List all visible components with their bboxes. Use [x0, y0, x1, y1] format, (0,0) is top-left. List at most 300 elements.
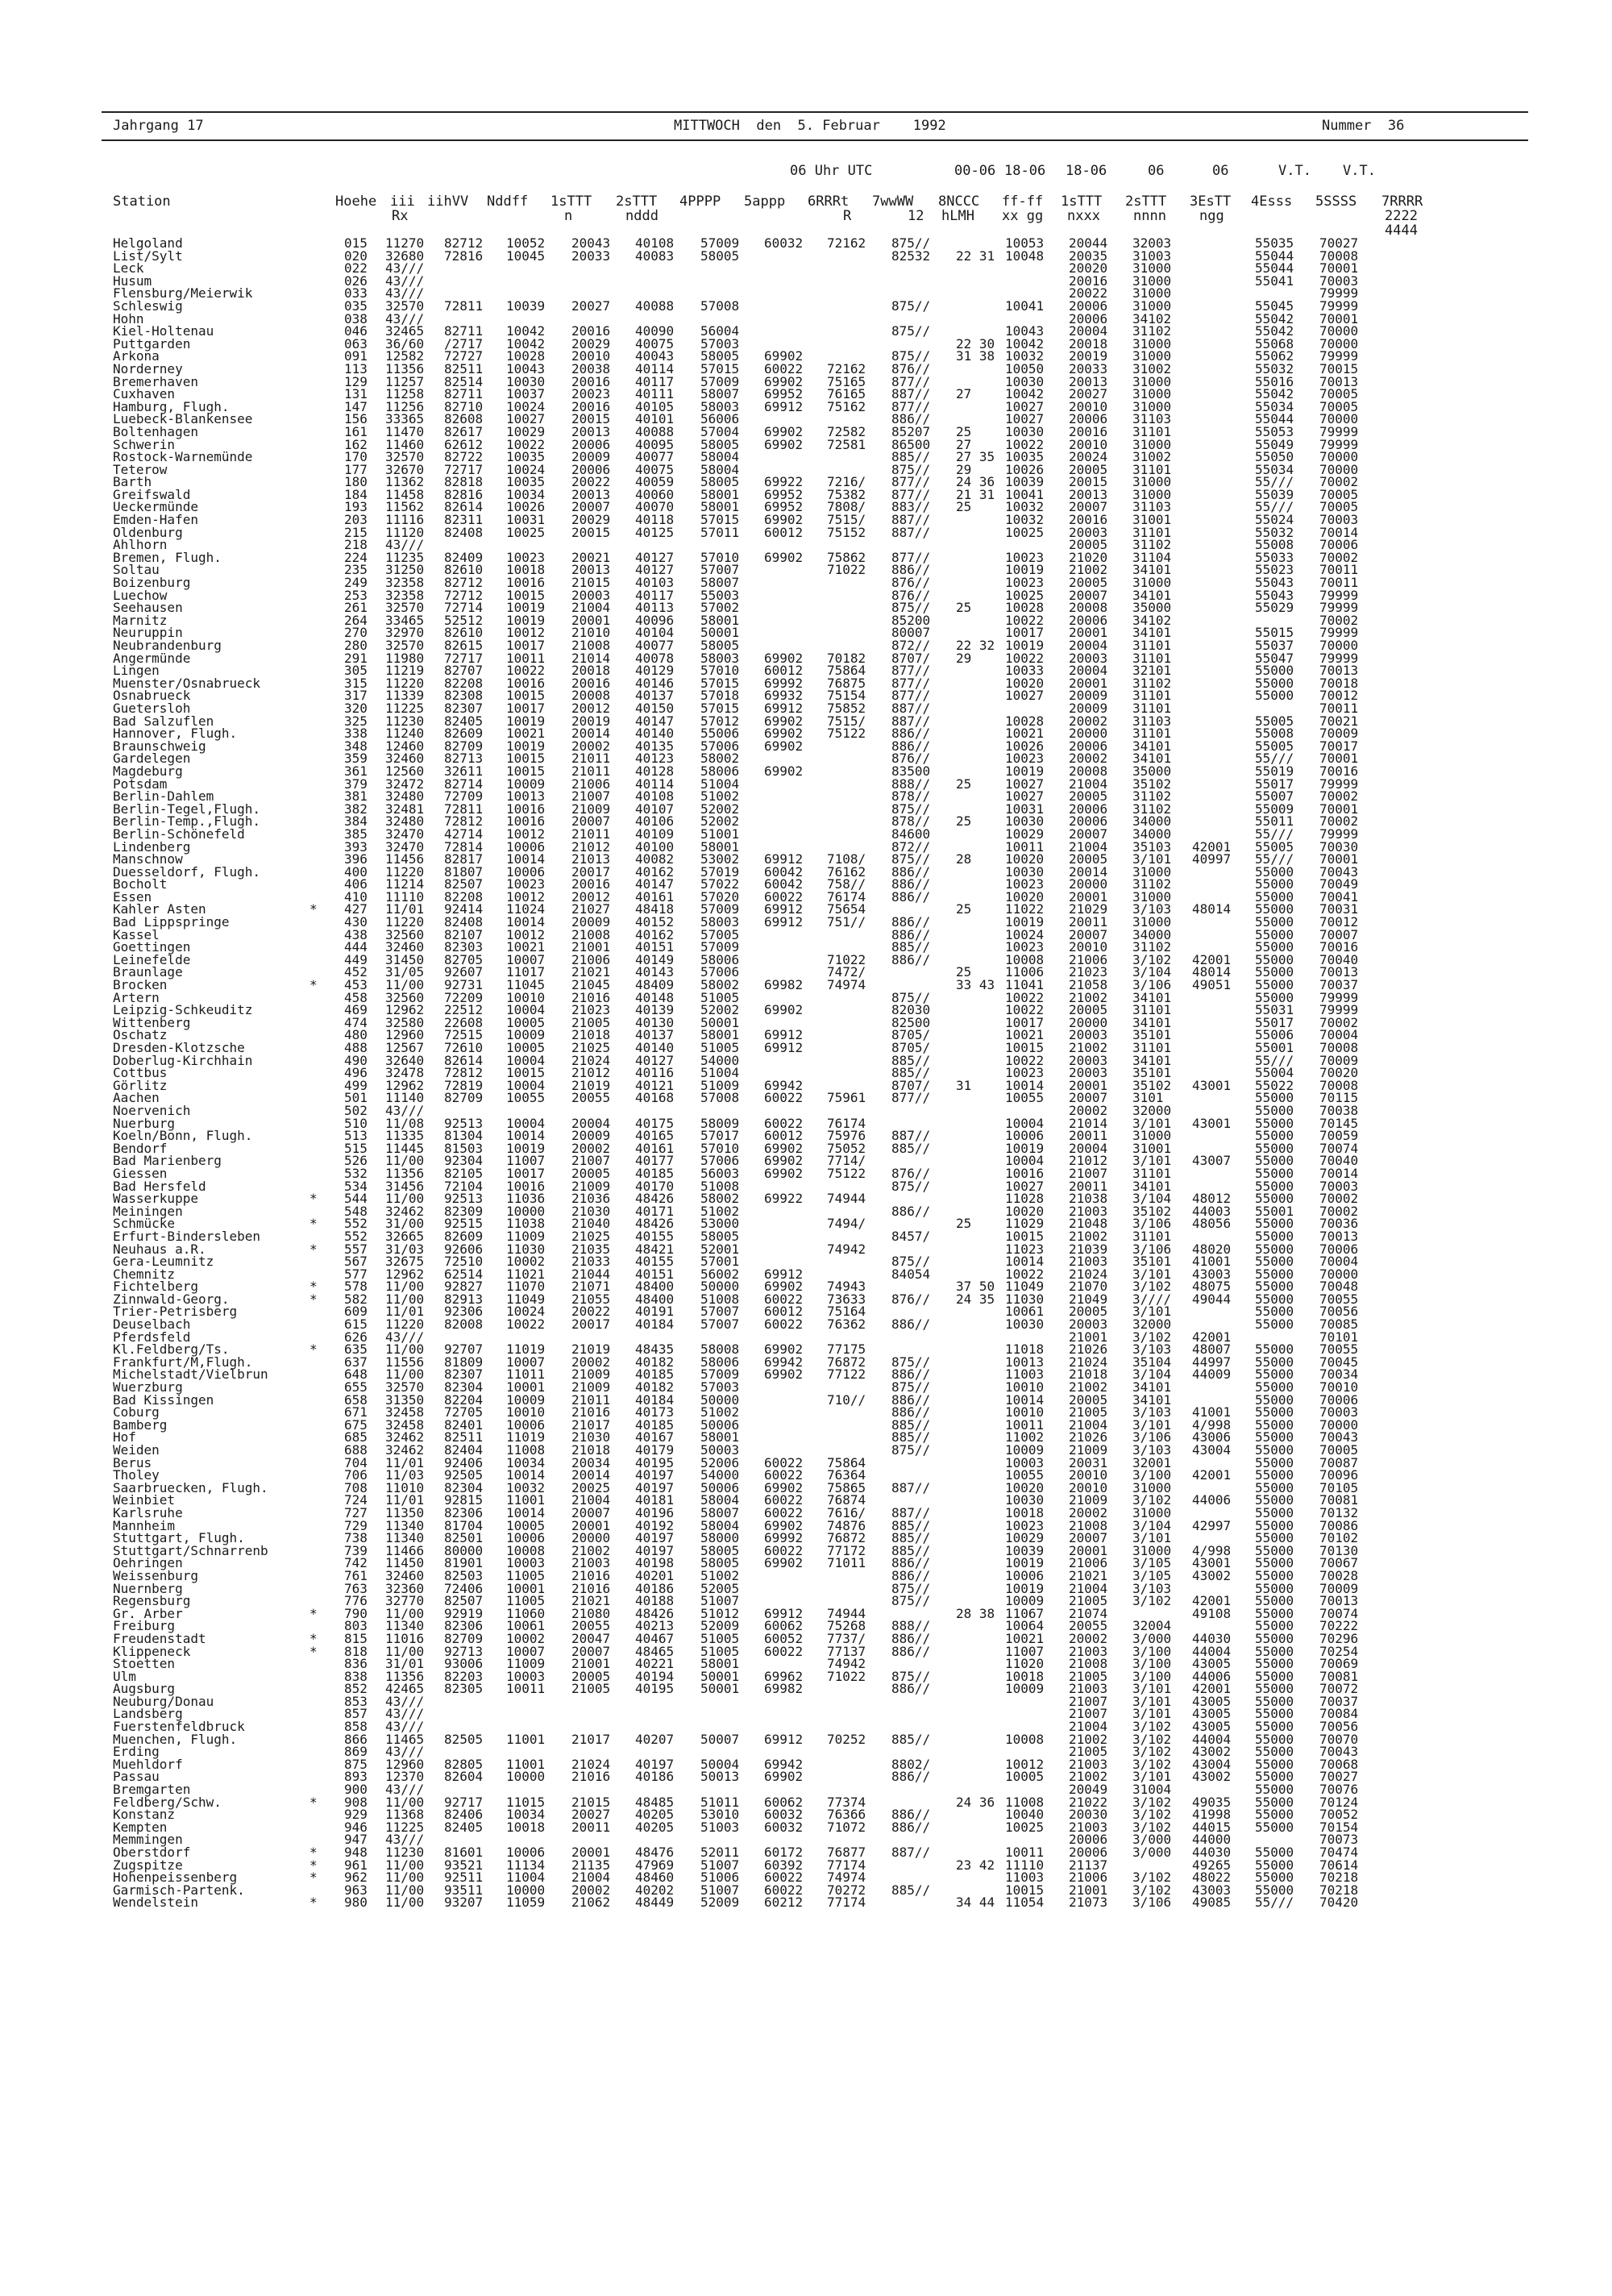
group-2sttt-min: 21004 [1069, 838, 1108, 855]
group-2sttt-min: 21048 [1069, 1216, 1108, 1232]
group-2sttt-min: 21023 [1069, 964, 1108, 980]
group-7rrrr: 70003 [1319, 512, 1359, 528]
group-1sttt: 10019 [506, 612, 546, 628]
group-2sttt-min: 20000 [1069, 876, 1108, 892]
group-5ssss: 55062 [1255, 348, 1294, 364]
group-2sttt: 21044 [571, 1266, 611, 1282]
group-iihvv: 11220 [385, 863, 425, 880]
group-6rrrt: 69992 [764, 675, 804, 691]
group-1sttt: 11021 [506, 1266, 546, 1282]
group-8nccc: 875// [891, 1379, 931, 1395]
group-6rrrt: 60022 [764, 1467, 804, 1483]
group-7rrrr: 70001 [1319, 260, 1359, 277]
station-id: 458 [344, 989, 368, 1005]
group-4pppp: 40185 [635, 1416, 675, 1433]
group-4pppp: 40185 [635, 1366, 675, 1383]
group-1sttt-max: 10008 [1005, 1731, 1045, 1747]
group-4pppp: 40117 [635, 587, 675, 603]
group-1sttt-max: 10030 [1005, 373, 1045, 389]
group-iihvv: 11/00 [385, 1895, 425, 1911]
group-5ssss: 55000 [1255, 1128, 1294, 1144]
group-5ssss: 55017 [1255, 776, 1294, 792]
group-1sttt-max: 10055 [1005, 1090, 1045, 1106]
group-8nccc: 8705/ [891, 1027, 931, 1043]
group-1sttt: 11004 [506, 1870, 546, 1886]
group-8nccc: 80007 [891, 625, 931, 641]
group-3estt: 34000 [1132, 813, 1172, 830]
group-7rrrr: 70000 [1319, 638, 1359, 653]
group-iihvv: 11140 [385, 1090, 425, 1106]
group-2sttt-min: 21006 [1069, 1555, 1108, 1571]
group-8nccc: 875// [891, 851, 931, 867]
group-1sttt-max: 10021 [1005, 726, 1045, 742]
station-id: 026 [344, 272, 368, 289]
group-3estt: 31103 [1132, 411, 1172, 427]
group-7rrrr: 70016 [1319, 939, 1359, 955]
group-4pppp: 40129 [635, 663, 675, 679]
station-id: 671 [344, 1404, 368, 1420]
group-iihvv: 31/01 [385, 1656, 425, 1672]
group-iihvv: 11257 [385, 373, 425, 389]
group-nddff: 82713 [444, 751, 484, 767]
group-nddff: 82722 [444, 449, 484, 465]
group-7wwww: 74942 [827, 1656, 866, 1672]
group-ff-ff: 25 [956, 776, 972, 792]
group-iihvv: 11340 [385, 1517, 425, 1533]
group-iihvv: 32670 [385, 461, 425, 477]
group-6rrrt: 60022 [764, 888, 804, 905]
group-7rrrr: 70011 [1319, 700, 1359, 716]
group-nddff: 82105 [444, 1165, 484, 1181]
group-4pppp: 40184 [635, 1391, 675, 1408]
group-4esss: 43007 [1192, 1153, 1232, 1169]
group-iihvv: 32465 [385, 323, 425, 339]
group-6rrrt: 69902 [764, 713, 804, 729]
group-2sttt: 20013 [571, 486, 611, 502]
group-5ssss: 55000 [1255, 663, 1294, 679]
group-5ssss: 55022 [1255, 1077, 1294, 1093]
group-nddff: 82203 [444, 1668, 484, 1684]
group-6rrrt: 69902 [764, 1165, 804, 1181]
group-2sttt-min: 21058 [1069, 977, 1108, 993]
group-2sttt: 21018 [571, 1442, 611, 1458]
group-7rrrr: 70002 [1319, 1191, 1359, 1207]
station-name: Angermünde [113, 650, 191, 666]
group-nddff: 82405 [444, 1819, 484, 1835]
group-5appp: 58006 [700, 763, 740, 779]
group-2sttt-min: 21029 [1069, 901, 1108, 917]
group-nddff: 81601 [444, 1845, 484, 1860]
group-iihvv: 11/03 [385, 1467, 425, 1483]
group-4esss: 44006 [1192, 1668, 1232, 1684]
group-3estt: 31000 [1132, 272, 1172, 289]
station-name: Lingen [113, 663, 160, 679]
group-1sttt-max: 10028 [1005, 600, 1045, 616]
group-5appp: 57002 [700, 600, 740, 616]
group-5ssss: 55000 [1255, 1719, 1294, 1735]
group-4esss: 43002 [1192, 1567, 1232, 1583]
group-7wwww: 75654 [827, 901, 866, 917]
station-name: Fichtelberg [113, 1279, 198, 1295]
group-3estt: 31101 [1132, 726, 1172, 742]
group-7wwww: 70182 [827, 650, 866, 666]
group-8nccc: 875// [891, 600, 931, 616]
group-nddff: 82711 [444, 323, 484, 339]
group-nddff: 82507 [444, 876, 484, 892]
group-4pppp: 40070 [635, 499, 675, 515]
station-id: 852 [344, 1681, 368, 1697]
group-7rrrr: 79999 [1319, 600, 1359, 616]
group-1sttt-max: 10022 [1005, 650, 1045, 666]
group-5appp: 58005 [700, 436, 740, 452]
group-2sttt-min: 21005 [1069, 1668, 1108, 1684]
group-2sttt: 21011 [571, 763, 611, 779]
station-name: Norderney [113, 360, 183, 376]
group-2sttt-min: 21003 [1069, 1756, 1108, 1772]
group-4pppp: 40114 [635, 776, 675, 792]
station-id: 396 [344, 851, 368, 867]
group-iihvv: 11120 [385, 524, 425, 540]
group-5ssss: 55011 [1255, 813, 1294, 830]
group-4pppp: 40109 [635, 826, 675, 842]
group-7rrrr: 70003 [1319, 1404, 1359, 1420]
group-8nccc: 885// [891, 1140, 931, 1156]
group-4pppp: 40155 [635, 1228, 675, 1244]
group-2sttt-min: 20002 [1069, 1504, 1108, 1520]
group-8nccc: 885// [891, 1731, 931, 1747]
group-6rrrt: 69902 [764, 1555, 804, 1571]
group-5appp: 51005 [700, 989, 740, 1005]
group-4esss: 42001 [1192, 1329, 1232, 1345]
group-6rrrt: 69912 [764, 1605, 804, 1621]
station-name: Schmücke [113, 1216, 176, 1232]
group-2sttt-min: 21002 [1069, 562, 1108, 578]
group-nddff: 92505 [444, 1467, 484, 1483]
group-6rrrt: 69912 [764, 1040, 804, 1055]
mountain-marker: * [310, 977, 318, 993]
group-nddff: 82705 [444, 951, 484, 967]
group-5appp: 57011 [700, 524, 740, 540]
group-1sttt-max: 10019 [1005, 1580, 1045, 1596]
station-name: Frankfurt/M,Flugh. [113, 1354, 253, 1370]
group-4esss: 42001 [1192, 1467, 1232, 1483]
group-nddff: 22608 [444, 1014, 484, 1030]
group-7wwww: 72162 [827, 235, 866, 251]
station-name: Goettingen [113, 939, 191, 955]
group-nddff: 72811 [444, 297, 484, 314]
group-5appp: 58001 [700, 1027, 740, 1043]
group-iihvv: 11225 [385, 1819, 425, 1835]
group-3estt: 31103 [1132, 713, 1172, 729]
group-nddff: 82503 [444, 1567, 484, 1583]
group-1sttt: 11009 [506, 1656, 546, 1672]
group-7rrrr: 70021 [1319, 713, 1359, 729]
station-name: Mannheim [113, 1517, 176, 1533]
station-name: Doberlug-Kirchhain [113, 1052, 253, 1068]
col-head-06uhr: 06 Uhr UTC [790, 163, 873, 179]
group-iihvv: 12962 [385, 1077, 425, 1093]
station-id: 908 [344, 1794, 368, 1810]
group-1sttt-max: 10019 [1005, 914, 1045, 930]
group-1sttt: 10042 [506, 335, 546, 351]
group-4pppp: 48426 [635, 1216, 675, 1232]
group-4pppp: 40175 [635, 1115, 675, 1131]
group-5ssss: 55000 [1255, 1228, 1294, 1244]
station-name: Neuburg/Donau [113, 1693, 214, 1709]
group-iihvv: 32560 [385, 989, 425, 1005]
group-1sttt-max: 10017 [1005, 1014, 1045, 1030]
station-id: 875 [344, 1756, 368, 1772]
group-5appp: 58002 [700, 751, 740, 767]
group-5appp: 51004 [700, 1065, 740, 1081]
group-iihvv: 11214 [385, 876, 425, 892]
group-ff-ff: 24 36 [956, 474, 995, 490]
group-1sttt-max: 10020 [1005, 888, 1045, 905]
group-1sttt-max: 11022 [1005, 901, 1045, 917]
group-6rrrt: 69902 [764, 436, 804, 452]
group-7rrrr: 70000 [1319, 335, 1359, 351]
group-iihvv: 43/// [385, 1329, 425, 1345]
group-1sttt-max: 11006 [1005, 964, 1045, 980]
station-id: 626 [344, 1329, 368, 1345]
group-8nccc: 886// [891, 863, 931, 880]
group-5ssss: 55000 [1255, 1794, 1294, 1810]
group-8nccc: 85207 [891, 423, 931, 439]
group-1sttt: 10027 [506, 411, 546, 427]
station-name: Freiburg [113, 1618, 176, 1634]
group-1sttt: 10055 [506, 1090, 546, 1106]
group-1sttt: 11017 [506, 964, 546, 980]
station-id: 900 [344, 1782, 368, 1798]
station-id: 022 [344, 260, 368, 277]
group-nddff: 82608 [444, 411, 484, 427]
group-2sttt: 20002 [571, 738, 611, 754]
station-id: 658 [344, 1391, 368, 1408]
group-1sttt-max: 11054 [1005, 1895, 1045, 1911]
group-2sttt-min: 20031 [1069, 1454, 1108, 1470]
group-nddff: 82615 [444, 638, 484, 653]
station-id: 704 [344, 1454, 368, 1470]
group-1sttt-max: 10022 [1005, 1266, 1045, 1282]
group-1sttt: 11008 [506, 1442, 546, 1458]
group-4esss: 44015 [1192, 1819, 1232, 1835]
group-1sttt: 10019 [506, 1140, 546, 1156]
station-name: Bremerhaven [113, 373, 198, 389]
group-nddff: 92414 [444, 901, 484, 917]
group-3estt: 3/104 [1132, 1366, 1172, 1383]
group-5ssss: 55017 [1255, 1014, 1294, 1030]
station-id: 406 [344, 876, 368, 892]
group-4pppp: 48400 [635, 1279, 675, 1295]
group-1sttt: 10024 [506, 1304, 546, 1320]
group-3estt: 34102 [1132, 310, 1172, 327]
group-4pppp: 40181 [635, 1492, 675, 1508]
group-2sttt-min: 21007 [1069, 1693, 1108, 1709]
group-2sttt: 20016 [571, 876, 611, 892]
group-2sttt: 21040 [571, 1216, 611, 1232]
group-8nccc: 876// [891, 751, 931, 767]
station-id: 582 [344, 1291, 368, 1307]
group-2sttt: 20009 [571, 1128, 611, 1144]
group-nddff: 92511 [444, 1870, 484, 1886]
group-nddff: 52512 [444, 612, 484, 628]
group-2sttt: 20001 [571, 612, 611, 628]
group-2sttt: 21013 [571, 851, 611, 867]
group-7rrrr: 70001 [1319, 851, 1359, 867]
group-8nccc: 886// [891, 411, 931, 427]
group-1sttt: 10029 [506, 423, 546, 439]
group-3estt: 31000 [1132, 1128, 1172, 1144]
group-2sttt-min: 20007 [1069, 1090, 1108, 1106]
group-3estt: 31000 [1132, 863, 1172, 880]
group-5appp: 58001 [700, 1429, 740, 1445]
group-5appp: 58004 [700, 449, 740, 465]
group-2sttt-min: 20000 [1069, 726, 1108, 742]
group-5appp: 58007 [700, 1504, 740, 1520]
station-name: Hohn [113, 310, 144, 327]
group-7rrrr: 70000 [1319, 461, 1359, 477]
group-5appp: 58005 [700, 1542, 740, 1558]
group-5ssss: 55000 [1255, 1492, 1294, 1508]
station-id: 552 [344, 1228, 368, 1244]
group-3estt: 31102 [1132, 537, 1172, 553]
group-5appp: 57015 [700, 512, 740, 528]
group-2sttt: 21019 [571, 1341, 611, 1358]
group-4pppp: 40205 [635, 1807, 675, 1823]
group-iihvv: 31/03 [385, 1241, 425, 1257]
group-2sttt: 20007 [571, 1504, 611, 1520]
station-name: Flensburg/Meierwik [113, 285, 253, 302]
group-3estt: 3/102 [1132, 1882, 1172, 1898]
group-2sttt-min: 20013 [1069, 486, 1108, 502]
station-name: Landsberg [113, 1706, 183, 1722]
group-8nccc: 82030 [891, 1002, 931, 1018]
group-8nccc: 887// [891, 713, 931, 729]
group-2sttt-min: 21002 [1069, 1769, 1108, 1785]
group-nddff: 72406 [444, 1580, 484, 1596]
group-5ssss: 55000 [1255, 1530, 1294, 1546]
group-1sttt-max: 10033 [1005, 663, 1045, 679]
station-name: Emden-Hafen [113, 512, 198, 528]
group-2sttt: 21008 [571, 638, 611, 653]
group-4pppp: 40173 [635, 1404, 675, 1420]
group-2sttt-min: 20005 [1069, 851, 1108, 867]
group-7rrrr: 70014 [1319, 524, 1359, 540]
group-2sttt: 20055 [571, 1618, 611, 1634]
col-sub-4444: 4444 [1385, 223, 1418, 239]
group-1sttt-max: 11020 [1005, 1656, 1045, 1672]
group-5appp: 57006 [700, 1153, 740, 1169]
group-7rrrr: 70154 [1319, 1819, 1359, 1835]
station-id: 305 [344, 663, 368, 679]
group-4esss: 48012 [1192, 1191, 1232, 1207]
group-4pppp: 40060 [635, 486, 675, 502]
group-iihvv: 36/60 [385, 335, 425, 351]
group-5ssss: 55000 [1255, 1517, 1294, 1533]
group-7wwww: 71072 [827, 1819, 866, 1835]
group-nddff: 72610 [444, 1040, 484, 1055]
group-1sttt: 10017 [506, 638, 546, 653]
group-2sttt-min: 21004 [1069, 1416, 1108, 1433]
group-3estt: 3/106 [1132, 1216, 1172, 1232]
group-1sttt-max: 11110 [1005, 1857, 1045, 1873]
group-2sttt-min: 20005 [1069, 537, 1108, 553]
group-nddff: 82406 [444, 1807, 484, 1823]
group-5ssss: 55034 [1255, 398, 1294, 414]
station-id: 490 [344, 1052, 368, 1068]
group-5ssss: 55000 [1255, 951, 1294, 967]
group-7rrrr: 79999 [1319, 587, 1359, 603]
station-name: List/Sylt [113, 247, 183, 264]
group-ff-ff: 28 [956, 851, 972, 867]
station-id: 502 [344, 1102, 368, 1118]
group-5ssss: 55029 [1255, 600, 1294, 616]
group-5ssss: 55000 [1255, 1316, 1294, 1333]
station-name: Weiden [113, 1442, 160, 1458]
group-4pppp: 40123 [635, 751, 675, 767]
group-2sttt: 21027 [571, 901, 611, 917]
group-1sttt-max: 10029 [1005, 826, 1045, 842]
group-1sttt-max: 10023 [1005, 549, 1045, 565]
group-5ssss: 55000 [1255, 1454, 1294, 1470]
group-3estt: 3/100 [1132, 1668, 1172, 1684]
group-8nccc: 8705/ [891, 1040, 931, 1055]
group-nddff: 82711 [444, 386, 484, 402]
group-3estt: 3/106 [1132, 1429, 1172, 1445]
group-2sttt: 20023 [571, 386, 611, 402]
group-1sttt-max: 10012 [1005, 1756, 1045, 1772]
group-2sttt: 20014 [571, 1467, 611, 1483]
group-2sttt-min: 20005 [1069, 788, 1108, 805]
group-3estt: 31101 [1132, 638, 1172, 653]
group-nddff: 81503 [444, 1140, 484, 1156]
group-5ssss: 55000 [1255, 1681, 1294, 1697]
group-3estt: 31102 [1132, 675, 1172, 691]
mountain-marker: * [310, 901, 318, 917]
group-5ssss: 55000 [1255, 1656, 1294, 1672]
group-7rrrr: 70076 [1319, 1782, 1359, 1798]
group-2sttt: 20038 [571, 360, 611, 376]
group-iihvv: 11/08 [385, 1115, 425, 1131]
group-3estt: 3/105 [1132, 1567, 1172, 1583]
group-8nccc: 887// [891, 1504, 931, 1520]
station-name: Schwerin [113, 436, 176, 452]
group-5appp: 51005 [700, 1630, 740, 1646]
group-2sttt-min: 21004 [1069, 776, 1108, 792]
group-3estt: 31000 [1132, 575, 1172, 591]
group-3estt: 31101 [1132, 1228, 1172, 1244]
group-nddff: 81704 [444, 1517, 484, 1533]
group-iihvv: 11/00 [385, 1153, 425, 1169]
group-iihvv: 32570 [385, 600, 425, 616]
group-5ssss: 55000 [1255, 1769, 1294, 1785]
group-3estt: 31000 [1132, 373, 1172, 389]
group-8nccc: 885// [891, 1065, 931, 1081]
group-3estt: 31000 [1132, 1479, 1172, 1495]
group-3estt: 3/102 [1132, 1719, 1172, 1735]
group-7rrrr: 70008 [1319, 1040, 1359, 1055]
group-2sttt: 20016 [571, 373, 611, 389]
station-name: Wendelstein [113, 1895, 198, 1911]
group-4esss: 43002 [1192, 1769, 1232, 1785]
group-6rrrt: 69952 [764, 499, 804, 515]
group-4esss: 49108 [1192, 1605, 1232, 1621]
group-3estt: 31102 [1132, 788, 1172, 805]
group-5appp: 50006 [700, 1416, 740, 1433]
group-5ssss: 55000 [1255, 989, 1294, 1005]
station-id: 317 [344, 688, 368, 704]
group-3estt: 3/000 [1132, 1845, 1172, 1860]
